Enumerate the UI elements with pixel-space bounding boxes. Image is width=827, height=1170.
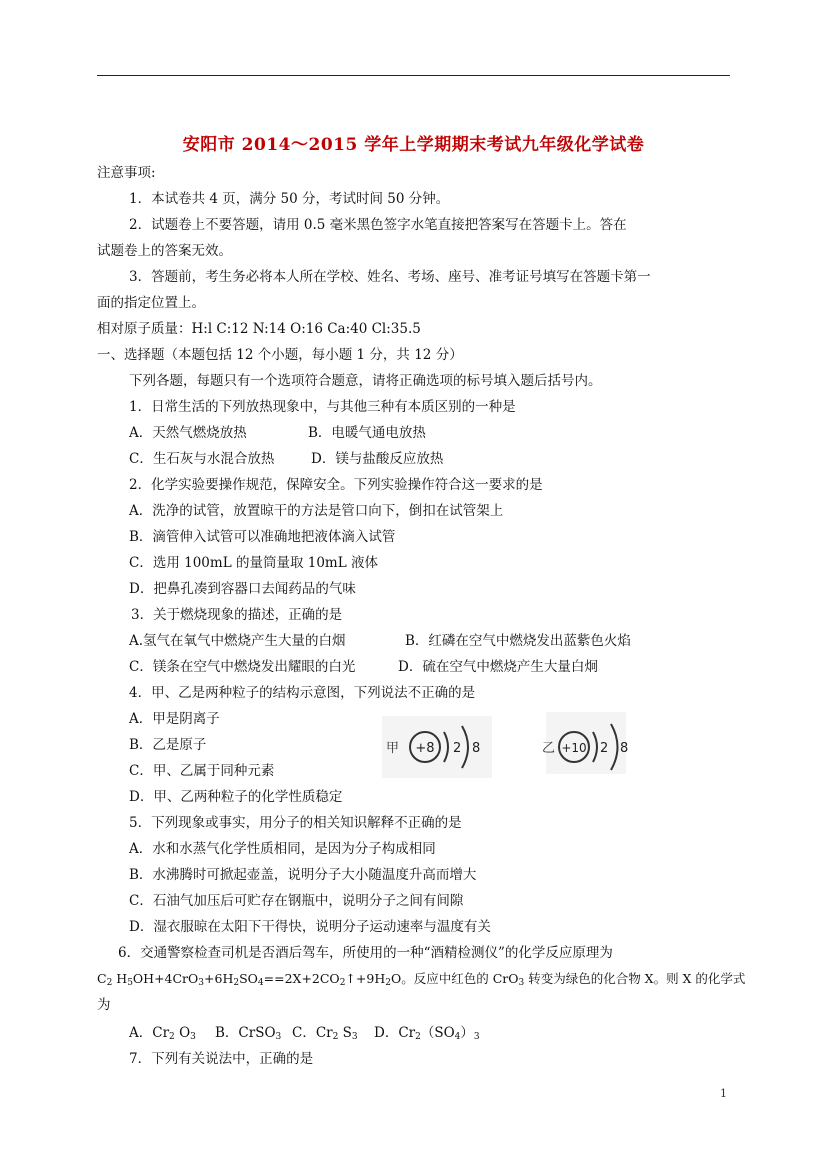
header-rule: [97, 75, 730, 76]
q1-option-a: A．天然气燃烧放热: [129, 425, 247, 441]
particle-diagram-jia: [380, 708, 500, 788]
q1-option-b: B．电暖气通电放热: [308, 425, 426, 441]
q1-option-c: C．生石灰与水混合放热: [129, 451, 275, 467]
q4-option-a: A．甲是阴离子: [129, 711, 220, 727]
q5-option-d: D．湿衣服晾在太阳下干得快，说明分子运动速率与温度有关: [129, 919, 491, 935]
notice-item-3a: 3．答题前，考生务必将本人所在学校、姓名、考场、座号、准考证号填写在答题卡第一: [129, 269, 651, 285]
q5-option-a: A．水和水蒸气化学性质相同，是因为分子构成相同: [129, 841, 436, 857]
yi-nucleus-charge: +10: [561, 741, 587, 755]
page-number: 1: [720, 1087, 727, 1100]
q4-stem: 4．甲、乙是两种粒子的结构示意图，下列说法不正确的是: [129, 685, 476, 701]
jia-nucleus-charge: +8: [415, 741, 435, 756]
q1-stem: 1．日常生活的下列放热现象中，与其他三种有本质区别的一种是: [129, 399, 516, 415]
yi-shell-1-count: 2: [600, 741, 609, 756]
atomic-mass: 相对原子质量：H:l C:12 N:14 O:16 Ca:40 Cl:35.5: [97, 321, 421, 337]
jia-shell-1-count: 2: [453, 741, 462, 756]
notice-item-2b: 试题卷上的答案无效。: [97, 243, 232, 259]
yi-shell-2-count: 8: [620, 741, 629, 756]
q4-option-d: D．甲、乙两种粒子的化学性质稳定: [129, 789, 343, 805]
jia-shell-2-count: 8: [472, 741, 481, 756]
section-instruction: 下列各题，每题只有一个选项符合题意，请将正确选项的标号填入题后括号内。: [129, 373, 602, 389]
q4-option-c: C．甲、乙属于同种元素: [129, 763, 275, 779]
q2-option-b: B．滴管伸入试管可以准确地把液体滴入试管: [129, 529, 396, 545]
notice-item-1: 1．本试卷共 4 页，满分 50 分，考试时间 50 分钟。: [129, 191, 450, 207]
notice-item-3b: 面的指定位置上。: [97, 295, 205, 311]
q3-option-a: A.氢气在氧气中燃烧产生大量的白烟: [129, 633, 346, 649]
q2-stem: 2．化学实验要操作规范，保障安全。下列实验操作符合这一要求的是: [129, 477, 543, 493]
q3-option-d: D．硫在空气中燃烧产生大量白炯: [398, 659, 598, 675]
q6-equation: $C_2$ $H_5OH+4CrO_3+6H_2SO_4==2X+2CO_2↑+9H_2O$。反应中红色的 CrO$_3$ 转变为绿色的化合物 X。则 X 的化学式: [97, 971, 746, 988]
q6-option-a: A．$Cr_2$ $O_3$: [129, 1025, 196, 1042]
section-heading: 一、选择题（本题包括 12 个小题，每小题 1 分，共 12 分）: [97, 347, 463, 363]
q5-option-c: C．石油气加压后可贮存在钢瓶中，说明分子之间有间隙: [129, 893, 464, 909]
q6-option-b: B．CrSO$_3$: [215, 1025, 282, 1042]
yi-label: 乙: [542, 741, 556, 756]
q3-stem: 3．关于燃烧现象的描述，正确的是: [131, 607, 343, 623]
q3-option-c: C．镁条在空气中燃烧发出耀眼的白光: [129, 659, 356, 675]
q2-option-a: A．洗净的试管，放置晾干的方法是管口向下，倒扣在试管架上: [129, 503, 504, 519]
q4-option-b: B．乙是原子: [129, 737, 207, 753]
notice-heading: 注意事项:: [97, 165, 156, 181]
q6-wei: 为: [97, 997, 111, 1013]
q6-option-c: C．$Cr_2$ $S_3$: [292, 1025, 358, 1042]
q1-option-d: D．镁与盐酸反应放热: [311, 451, 444, 467]
particle-diagram-yi: [538, 702, 638, 784]
q3-option-b: B．红磷在空气中燃烧发出蓝紫色火焰: [405, 633, 631, 649]
page-title: 安阳市 2014～2015 学年上学期期末考试九年级化学试卷: [182, 135, 645, 155]
q5-option-b: B．水沸腾时可掀起壶盖，说明分子大小随温度升高而增大: [129, 867, 477, 883]
q2-option-c: C．选用 100mL 的量筒量取 10mL 液体: [129, 555, 378, 571]
q7-stem: 7．下列有关说法中，正确的是: [129, 1051, 314, 1067]
notice-item-2a: 2．试题卷上不要答题，请用 0.5 毫米黑色签字水笔直接把答案写在答题卡上。答在: [129, 217, 627, 233]
q5-stem: 5．下列现象或事实，用分子的相关知识解释不正确的是: [129, 815, 462, 831]
q6-stem: 6．交通警察检查司机是否酒后驾车，所使用的一种“酒精检测仪”的化学反应原理为: [118, 945, 613, 961]
q6-option-d: D．$Cr_2(SO_4)_3$: [374, 1025, 480, 1042]
q2-option-d: D．把鼻孔凑到容器口去闻药品的气味: [129, 581, 356, 597]
jia-label: 甲: [386, 741, 400, 756]
